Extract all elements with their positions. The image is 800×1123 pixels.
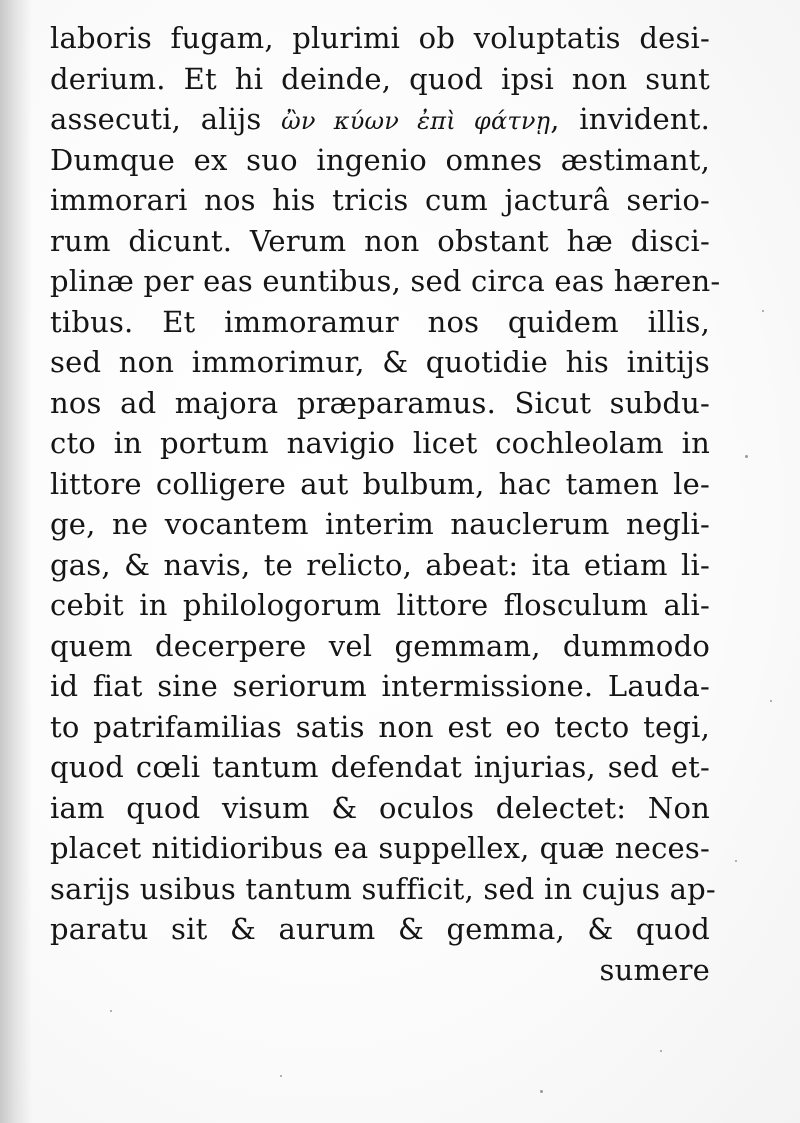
- paper-speck: [745, 455, 748, 458]
- line-text: sarijs usibus tantum sufficit, sed in cujus ap-: [50, 871, 716, 906]
- text-line: [50, 828, 710, 869]
- text-line: [50, 59, 710, 100]
- paper-speck: [280, 1075, 282, 1077]
- line-text: quod cœli tantum defendat injurias, sed et-: [50, 750, 710, 784]
- text-line: [50, 585, 710, 626]
- line-text: plinæ per eas euntibus, sed circa eas hæren-: [50, 264, 721, 298]
- line-text: ge, ne vocantem interim nauclerum negli-: [50, 507, 710, 541]
- paper-speck: [540, 1090, 543, 1093]
- text-line: [50, 221, 710, 262]
- line-text: sed non immorimur, & quotidie his initijs: [50, 345, 710, 379]
- page-gutter-shadow: [0, 0, 32, 1123]
- line-text: derium. Et hi deinde, quod ipsi non sunt: [50, 61, 710, 96]
- text-line: [50, 423, 710, 464]
- catchword: sumere: [599, 953, 710, 987]
- text-line: [50, 626, 710, 667]
- line-text: immorari nos his tricis cum jacturâ serio-: [50, 183, 710, 217]
- text-line: [50, 869, 716, 910]
- text-line: [50, 342, 710, 383]
- line-text: nos ad majora præparamus. Sicut subdu-: [50, 385, 710, 420]
- body-text: [50, 18, 721, 950]
- catchword-line: [50, 950, 710, 991]
- text-line: [50, 99, 710, 140]
- text-line: [50, 302, 710, 343]
- line-text: paratu sit & aurum & gemma, & quod: [50, 912, 710, 946]
- line-text: , invident.: [550, 102, 710, 136]
- line-text: quem decerpere vel gemmam, dummodo: [50, 628, 710, 663]
- text-line: [50, 545, 710, 586]
- text-line: [50, 140, 710, 181]
- line-text: to patrifamilias satis non est eo tecto tegi,: [50, 709, 710, 744]
- paper-speck: [110, 1010, 112, 1012]
- text-line: [50, 383, 710, 424]
- line-text: id fiat sine seriorum intermissione. Lauda-: [50, 669, 710, 703]
- line-text: Dumque ex suo ingenio omnes æstimant,: [50, 142, 710, 177]
- paper-speck: [770, 700, 772, 702]
- line-text: cebit in philologorum littore flosculum ali-: [50, 588, 710, 622]
- line-text: laboris fugam, plurimi ob voluptatis desi-: [50, 21, 710, 55]
- line-text: placet nitidioribus ea suppellex, quæ neces-: [50, 831, 710, 865]
- text-line: [50, 747, 710, 788]
- greek-phrase: ὢν κύων ἐπὶ φάτνῃ: [281, 107, 551, 135]
- line-text: assecuti, alijs: [50, 102, 282, 136]
- line-text: iam quod visum & oculos delectet: Non: [50, 790, 710, 825]
- text-line: [50, 504, 710, 545]
- line-text: gas, & navis, te relicto, abeat: ita etiam li-: [50, 547, 710, 582]
- text-line: [50, 261, 721, 302]
- paper-speck: [735, 860, 737, 862]
- line-text: tibus. Et immoramur nos quidem illis,: [50, 304, 710, 339]
- text-line: [50, 464, 710, 505]
- line-text: rum dicunt. Verum non obstant hæ disci-: [50, 223, 710, 258]
- text-line: [50, 707, 710, 748]
- text-line: [50, 788, 710, 829]
- text-line: [50, 18, 710, 59]
- paper-speck: [660, 1050, 662, 1052]
- line-text: littore colligere aut bulbum, hac tamen le-: [50, 466, 710, 501]
- text-line: [50, 180, 710, 221]
- line-text: cto in portum navigio licet cochleolam in: [50, 426, 710, 460]
- text-line: [50, 666, 710, 707]
- paper-speck: [762, 310, 764, 312]
- text-line: [50, 909, 710, 950]
